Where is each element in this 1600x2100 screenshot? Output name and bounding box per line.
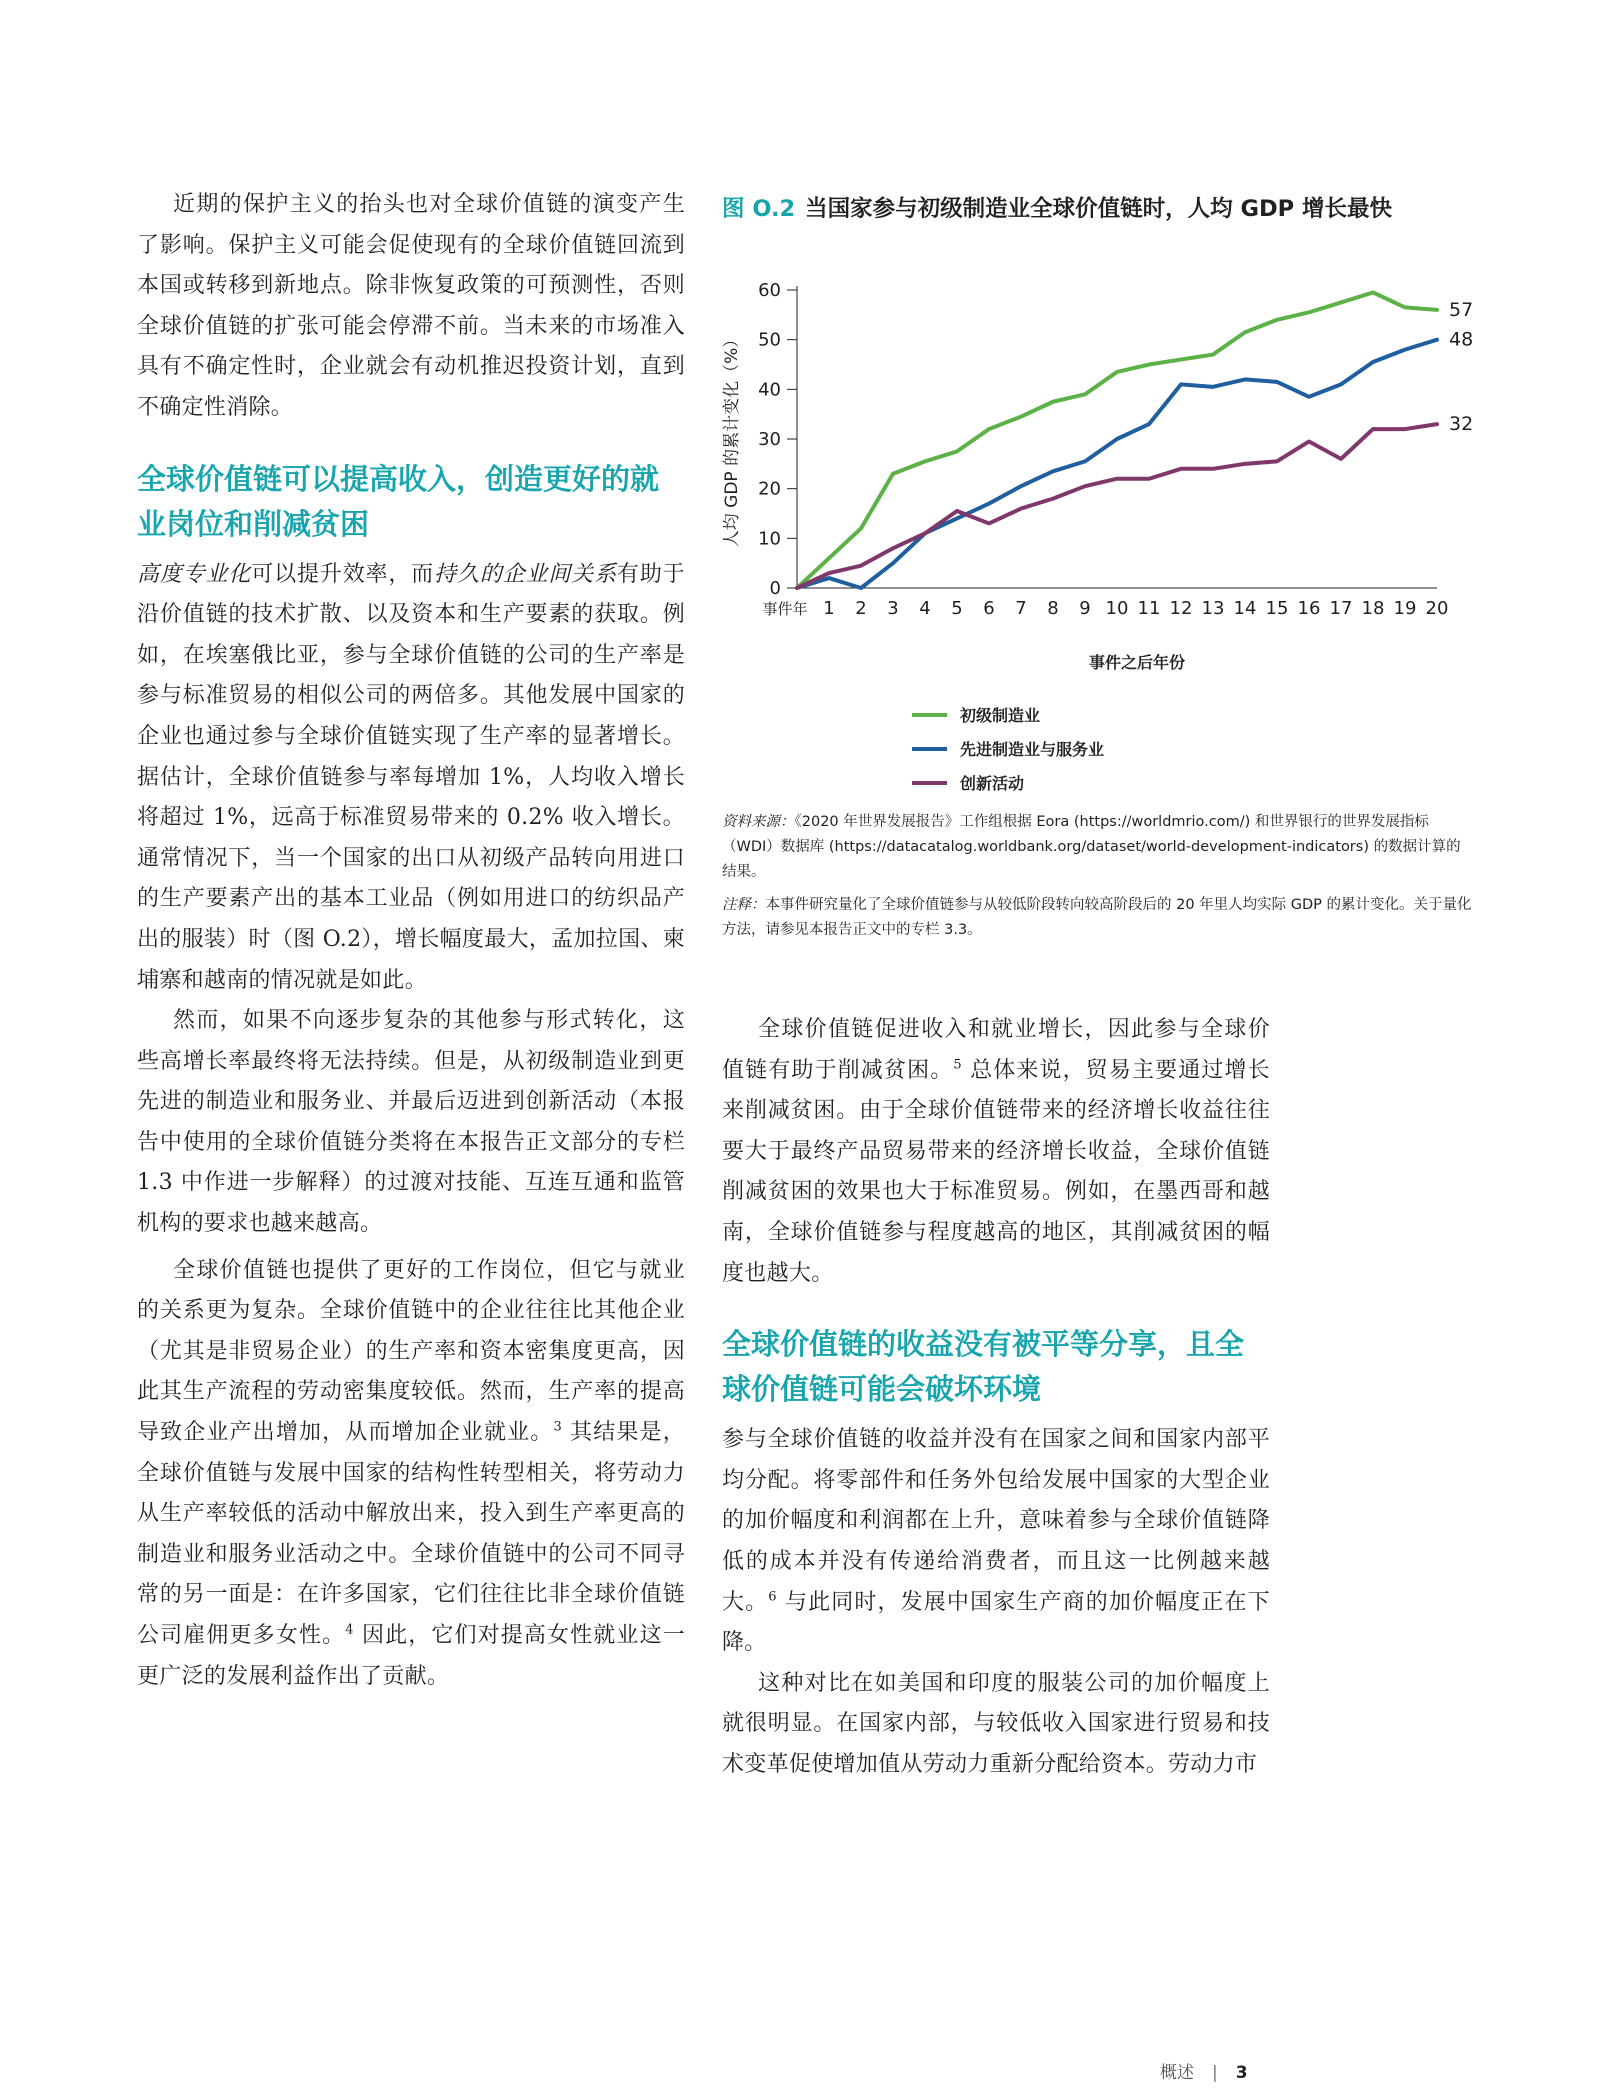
paragraph-protectionism: 近期的保护主义的抬头也对全球价值链的演变产生了影响。保护主义可能会促使现有的全球价值链回流到本国或转移到新地点。除非恢复政策的可预测性，否则全球价值链的扩张可能会停滞不前。当未来的市场准入具有不确定性时，企业就会有动机推迟投资计划，直到不确定性消除。 xyxy=(137,192,685,420)
x-tick-label: 4 xyxy=(919,598,931,619)
footer-section: 概述 xyxy=(1160,2063,1194,2083)
section-heading-income: 全球价值链可以提高收入，创造更好的就业岗位和削减贫困 xyxy=(137,461,660,541)
text-span: 可以提升效率，而 xyxy=(251,561,435,587)
note-label: 注释： xyxy=(722,897,766,913)
x-tick-label: 13 xyxy=(1201,598,1225,619)
emphasis-relationships: 持久的企业间关系 xyxy=(434,561,617,587)
y-tick-label: 40 xyxy=(758,379,781,401)
y-tick-label: 50 xyxy=(758,329,781,351)
series-end-label: 48 xyxy=(1449,328,1474,351)
x-tick-label: 20 xyxy=(1425,598,1449,619)
text-span: 全球价值链促进收入和就业增长，因此参与全球价值链有助于削减贫困。 xyxy=(722,1017,1270,1083)
x-tick-label: 5 xyxy=(951,598,963,619)
series-line-2 xyxy=(797,340,1437,588)
paragraph-apparel: 这种对比在如美国和印度的服装公司的加价幅度上就很明显。在国家内部，与较低收入国家进行贸易和技术变革促使增加值从劳动力重新分配给资本。劳动力市 xyxy=(722,1670,1270,1777)
paragraph-jobs xyxy=(137,1251,685,1698)
x-tick-label: 18 xyxy=(1361,598,1385,619)
chart-lines xyxy=(797,292,1473,588)
x-tick-label: 1 xyxy=(823,598,835,619)
line-chart xyxy=(722,270,1482,810)
legend-label: 先进制造业与服务业 xyxy=(960,740,1105,759)
footnote-ref[interactable]: 4 xyxy=(345,1622,354,1638)
y-axis-label: 人均 GDP 的累计变化（%） xyxy=(722,330,742,548)
page-footer xyxy=(1160,2058,1280,2083)
y-tick-label: 30 xyxy=(758,429,781,450)
text-span: 其结果是，全球价值链与发展中国家的结构性转型相关，将劳动力从生产率较低的活动中解放出来，投入到生产率更高的制造业和服务业活动之中。全球价值链中的公司不同寻常的另一面是：在许多国家，它们往往比非全球价值链公司雇佣更多女性。 xyxy=(137,1420,686,1648)
series-end-label: 57 xyxy=(1449,298,1474,321)
page-number: 3 xyxy=(1235,2063,1248,2083)
note-text: 本事件研究量化了全球价值链参与从较低阶段转向较高阶段后的 20 年里人均实际 GDP 的累计变化。关于量化方法，请参见本报告正文中的专栏 3.3。 xyxy=(722,897,1472,938)
x-tick-label: 3 xyxy=(887,598,899,619)
chart-svg xyxy=(722,270,1482,810)
text-span: 全球价值链也提供了更好的工作岗位，但它与就业的关系更为复杂。全球价值链中的企业往往比其他企业（尤其是非贸易企业）的生产率和资本密集度更高，因此其生产流程的劳动密集度较低。然而，生产率的提高导致企业产出增加，从而增加企业就业。 xyxy=(137,1257,685,1446)
figure-number: 图 O.2 xyxy=(722,196,796,222)
right-column xyxy=(722,1010,1270,1786)
x-tick-label: 17 xyxy=(1329,598,1353,619)
x-tick-label: 12 xyxy=(1169,598,1193,619)
figure-title xyxy=(722,191,1582,223)
text-span: 总体来说，贸易主要通过增长来削减贫困。由于全球价值链带来的经济增长收益往往要大于最终产品贸易带来的经济增长收益，全球价值链削减贫困的效果也大于标准贸易。例如，在墨西哥和越南，全球价值链参与程度越高的地区，其削减贫困的幅度也越大。 xyxy=(722,1057,1270,1286)
paragraph-transition: 然而，如果不向逐步复杂的其他参与形式转化，这些高增长率最终将无法持续。但是，从初级制造业到更先进的制造业和服务业、并最后迈进到创新活动（本报告中使用的全球价值链分类将在本报告正文部分的专栏 1.3 中作进一步解释）的过渡对技能、互连互通和监管机构的要求也越来越高。 xyxy=(137,1008,685,1237)
legend-label: 创新活动 xyxy=(960,774,1025,793)
x-tick-label: 2 xyxy=(855,598,867,619)
paragraph-specialization xyxy=(137,555,685,1002)
footer-separator: | xyxy=(1212,2063,1218,2083)
text-span: 与此同时，发展中国家生产商的加价幅度正在下降。 xyxy=(722,1589,1270,1656)
figure-source xyxy=(722,810,1472,885)
x-tick-label: 10 xyxy=(1105,598,1129,619)
section-heading-benefits: 全球价值链的收益没有被平等分享，且全球价值链可能会破坏环境 xyxy=(722,1327,1245,1407)
x-tick-label: 19 xyxy=(1393,598,1417,619)
left-column xyxy=(137,185,685,1697)
source-text: 《2020 年世界发展报告》工作组根据 Eora (https://worldmrio.com/) 和世界银行的世界发展指标（WDI）数据库 (https://datacatalog.worldbank.org/dataset/world-development-indicators) 的数据计算的结果。 xyxy=(722,814,1461,880)
figure-notes xyxy=(722,810,1472,951)
y-tick-label: 60 xyxy=(758,280,781,301)
x-tick-label: 11 xyxy=(1137,598,1161,619)
x-tick-label: 事件年 xyxy=(762,600,808,618)
x-tick-label: 7 xyxy=(1015,598,1027,619)
footnote-ref[interactable]: 6 xyxy=(768,1589,777,1605)
series-end-label: 32 xyxy=(1449,413,1474,436)
emphasis-specialization: 高度专业化 xyxy=(137,561,252,587)
y-tick-label: 0 xyxy=(769,578,781,599)
x-tick-label: 14 xyxy=(1233,598,1257,619)
x-tick-label: 16 xyxy=(1297,598,1321,619)
chart-legend xyxy=(912,706,1104,793)
x-tick-label: 8 xyxy=(1047,598,1059,619)
text-span: 参与全球价值链的收益并没有在国家之间和国家内部平均分配。将零部件和任务外包给发展中国家的大型企业的加价幅度和利润都在上升，意味着参与全球价值链降低的成本并没有传递给消费者，而且这一比例越来越大。 xyxy=(722,1427,1270,1615)
source-label: 资料来源： xyxy=(722,814,795,830)
footnote-ref[interactable]: 5 xyxy=(953,1057,962,1073)
chart-axes xyxy=(722,280,1448,672)
y-tick-label: 20 xyxy=(758,478,781,500)
legend-label: 初级制造业 xyxy=(960,706,1041,725)
x-tick-label: 15 xyxy=(1265,598,1289,619)
y-tick-label: 10 xyxy=(758,528,781,550)
figure-title-text: 当国家参与初级制造业全球价值链时，人均 GDP 增长最快 xyxy=(805,196,1392,222)
paragraph-poverty xyxy=(722,1010,1270,1294)
text-span: 有助于沿价值链的技术扩散、以及资本和生产要素的获取。例如，在埃塞俄比亚，参与全球价值链的公司的生产率是参与标准贸易的相似公司的两倍多。其他发展中国家的企业也通过参与全球价值链实现了生产率的显著增长。据估计，全球价值链参与率每增加 1%，人均收入增长将超过 1%，远高于标准贸易带来的 0.2% 收入增长。通常情况下，当一个国家的出口从初级产品转向用进口的生产要素产出的基本工业品（例如用进口的纺织品产出的服装）时（图 O.2），增长幅度最大，孟加拉国、柬埔寨和越南的情况就是如此。 xyxy=(137,561,685,993)
footnote-ref[interactable]: 3 xyxy=(553,1419,563,1435)
x-axis-label: 事件之后年份 xyxy=(1088,653,1186,672)
x-tick-label: 9 xyxy=(1079,598,1091,619)
paragraph-distribution xyxy=(722,1420,1270,1664)
text-span: 因此，它们对提高女性就业这一更广泛的发展利益作出了贡献。 xyxy=(137,1623,686,1689)
x-tick-label: 6 xyxy=(983,598,995,619)
figure-note xyxy=(722,893,1472,943)
